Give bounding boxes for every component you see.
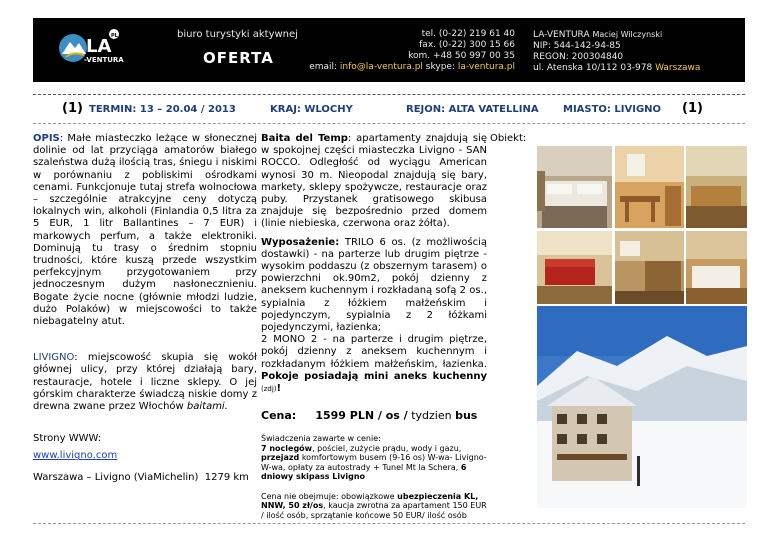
company-name: LA-VENTURA xyxy=(533,30,590,40)
page-title: OFERTA xyxy=(203,49,274,67)
skype-label: skype: xyxy=(425,62,455,72)
included-header: Świadczenia zawarte w cenie: xyxy=(261,434,381,444)
obiekt-label: Obiekt: xyxy=(490,133,527,144)
route-km: 1279 km xyxy=(204,471,249,483)
www-label: Strony WWW: xyxy=(33,433,102,445)
route-line xyxy=(33,472,257,484)
svg-text:LA: LA xyxy=(86,36,112,57)
opis-paragraph xyxy=(33,133,257,328)
photo-kitchen xyxy=(615,146,684,228)
divider-title xyxy=(33,123,745,124)
svg-text:PL: PL xyxy=(111,33,118,39)
company-block xyxy=(533,29,700,74)
termin: TERMIN: 13 – 20.04 / 2013 xyxy=(89,104,236,115)
route-text: Warszawa – Livigno (ViaMichelin) xyxy=(33,471,199,483)
included-b3: 6 dniowy skipass Livigno xyxy=(261,462,467,482)
photo-winter-house xyxy=(537,306,747,508)
photo-bedroom-2 xyxy=(686,231,747,304)
price-line xyxy=(261,410,487,422)
kraj: KRAJ: WLOCHY xyxy=(270,104,353,115)
left-column xyxy=(33,133,257,484)
included-t1: , pościel, zużycie prądu, wody i gazu, xyxy=(312,443,462,453)
wyposazenie-label: Wyposażenie: xyxy=(261,236,340,248)
la-ventura-logo xyxy=(56,24,126,74)
included-t2: komfortowym busem (9-16 os) W-wa- Livigno-W-wa, opłaty za autostrady + Tunel Mt la Schera, xyxy=(261,453,487,472)
baita-label: Baita del Temp xyxy=(261,133,348,144)
mono-paragraph xyxy=(261,334,487,395)
nip: NIP: 544-142-94-85 xyxy=(533,41,621,51)
excluded-t1: Cena nie obejmuje: obowiązkowe xyxy=(261,491,398,501)
wyposazenie-text: TRILO 6 os. (z możliwością dostawki) - na parterze lub drugim piętrze - wysokim poddaszu (z obszernym tarasem) o powierzchni ok.90m2, pokój dzienny z aneksem kuchennym i rozkładaną sofą 2 os., sypialnia z łóżkiem małżeńskim i pojedynczym, sypialnia z 2 łóżkami pojedynczymi, łazienka; xyxy=(261,236,487,334)
included-block xyxy=(261,434,487,482)
photo-red-sofa xyxy=(537,231,612,304)
baita-text: : apartamenty znajdują się w spokojnej części miasteczka Livigno - SAN ROCCO. Odległość od wyciągu American wynosi 30 m. Nieopodal znajdują się bary, markety, sklepy spożywcze, restauracje oraz puby. Przystanek gratisowego skibusa znajduje się bezpośrednio przed domem (linie niebieska, czerwona oraz żółta). xyxy=(261,133,487,230)
company-owner: Maciej Wilczynski xyxy=(592,30,663,39)
phone: tel. (0-22) 219 61 40 xyxy=(421,29,515,39)
included-b1: 7 noclegów xyxy=(261,443,313,453)
livigno-label: LIVIGNO xyxy=(33,352,75,364)
wyposazenie-paragraph xyxy=(261,237,487,335)
excluded-block xyxy=(261,492,487,521)
baita-paragraph xyxy=(261,133,487,231)
livigno-paragraph xyxy=(33,352,257,413)
email-link[interactable]: info@la-ventura.pl xyxy=(339,62,423,72)
fax: fax. (0-22) 300 15 66 xyxy=(419,40,515,50)
excluded-t2: , kaucja zwrotna za apartament 150 EUR / ilość osób, sprzątanie końcowe 50 EUR/ ilość osób xyxy=(261,501,487,520)
opis-label: OPIS xyxy=(33,133,60,144)
offer-number-left: (1) xyxy=(62,101,83,116)
photo-kitchen-2 xyxy=(615,231,684,304)
excl: ! xyxy=(276,383,282,395)
price-transport: bus xyxy=(455,409,478,423)
divider-bottom xyxy=(33,523,745,524)
regon: REGON: 200304840 xyxy=(533,52,624,62)
price-amount: 1599 PLN / os / xyxy=(315,409,408,423)
included-b2: przejazd xyxy=(261,453,300,463)
title-line xyxy=(33,103,745,119)
livigno-italic: baitami. xyxy=(186,401,228,413)
excluded-b1: ubezpieczenia KL, NNW, 50 zł/os xyxy=(261,491,479,511)
middle-column xyxy=(261,133,487,520)
price-label: Cena: xyxy=(261,409,297,423)
price-period: tydzien xyxy=(407,409,456,423)
livigno-text: : miejscowość skupia się wokół głównej ulicy, przy której działają bary, restauracje, hotele i liczne sklepy. O jej górskim charakterze świadczą niskie domy z drewna zwane przez Włochów xyxy=(33,352,257,413)
skype-link[interactable]: la-ventura.pl xyxy=(457,62,515,72)
miasto: MIASTO: LIVIGNO xyxy=(563,104,662,115)
divider-top xyxy=(33,94,745,95)
opis-text: : Małe miasteczko leżące w słonecznej dolinie od lat przyciąga amatorów białego szaleństwa dużą ilością tras, śniegu i niskimi w porównaniu z pobliskimi ośrodkami cenami. Funkcjonuje tutaj strefa wolnocłowa – szczególnie atrakcyjne ceny dotyczą lokalnych win, alkoholi (Finlandia 0,5 litra za 5 EUR, 1 litr Ballantines – 7 EUR) i markowych perfum, a także elektroniki. Dominują tu trasy o średnim stopniu trudności, które kuszą przede wszystkim perfekcyjnym przygotowaniem przy jednoczesnym dużym nasłonecznieniu. Bogate życie nocne (głównie młodzi ludzie, dużo Polaków) w miejscowości to także niebagatelny atut. xyxy=(33,133,257,328)
www-link[interactable]: www.livigno.com xyxy=(33,450,118,462)
offer-number-right: (1) xyxy=(682,101,703,116)
mono-text: 2 MONO 2 - na parterze i drugim piętrze, pokój dzienny z aneksem kuchennym i rozkładanym łóżkiem małżeńskim, łazienka. xyxy=(261,334,487,370)
mobile: kom. +48 50 997 00 35 xyxy=(408,51,515,61)
contact-block xyxy=(309,29,515,73)
photo-bedroom xyxy=(537,146,612,228)
photo-living-room xyxy=(686,146,747,228)
region: REJON: ALTA VATELLINA xyxy=(406,104,539,115)
tagline: biuro turystyki aktywnej xyxy=(177,29,298,40)
aneks-note: Pokoje posiadają mini aneks kuchenny xyxy=(261,370,487,382)
address: ul. Atenska 10/112 03-978 xyxy=(533,63,653,73)
svg-text:-VENTURA: -VENTURA xyxy=(84,56,124,64)
zdj-note: (zdj) xyxy=(261,385,277,394)
email-label: email: xyxy=(309,62,338,72)
city-link[interactable]: Warszawa xyxy=(655,63,701,73)
